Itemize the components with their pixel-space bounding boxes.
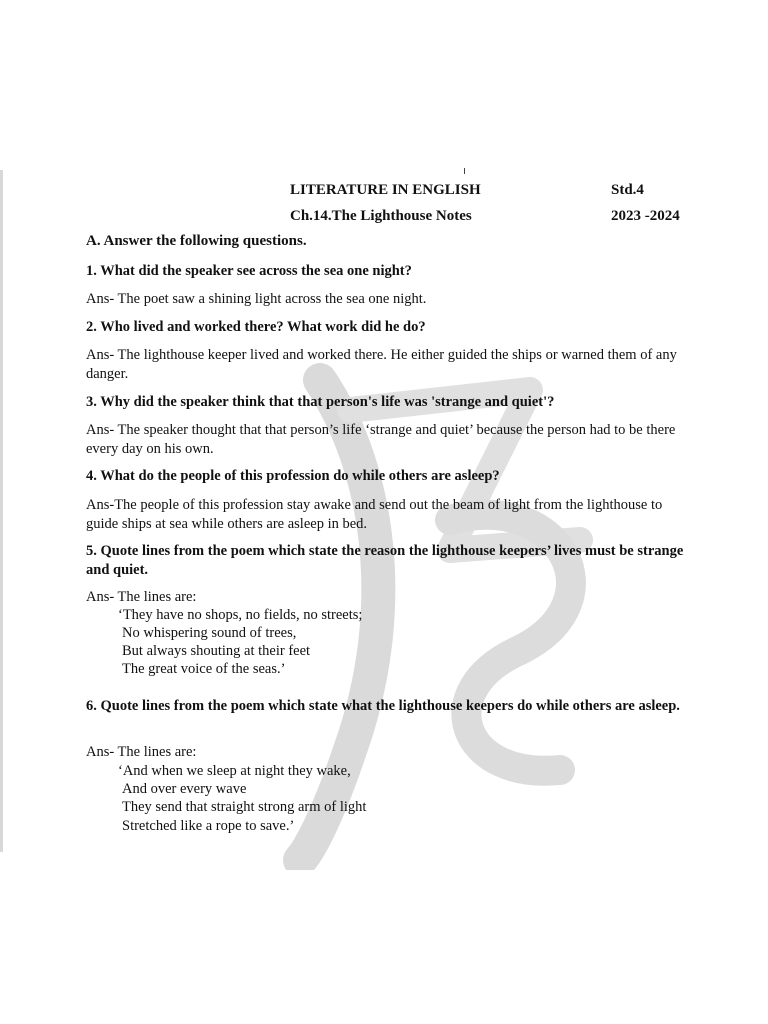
answer-5-poem-line: But always shouting at their feet [122,643,311,659]
chapter-title: Ch.14.The Lighthouse Notes [290,208,472,224]
answer-5-poem-line: The great voice of the seas.’ [122,661,286,677]
answer-6-poem-line: Stretched like a rope to save.’ [122,818,295,834]
answer-2: Ans- The lighthouse keeper lived and worked there. He either guided the ships or warned them of any danger. [86,347,677,382]
question-6: 6. Quote lines from the poem which state what the lighthouse keepers do while others are asleep. [86,698,680,714]
answer-5-intro: Ans- The lines are: [86,589,197,605]
question-3: 3. Why did the speaker think that that person's life was 'strange and quiet'? [86,394,555,410]
answer-3: Ans- The speaker thought that that person’s life ‘strange and quiet’ because the person had to be there every day on his own. [86,422,676,457]
subject-title: LITERATURE IN ENGLISH [290,182,481,198]
academic-year: 2023 -2024 [611,208,680,224]
answer-4: Ans-The people of this profession stay awake and send out the beam of light from the lighthouse to guide ships at sea while others are asleep in bed. [86,497,663,532]
section-title: A. Answer the following questions. [86,233,307,249]
answer-6-poem-line: They send that straight strong arm of light [122,799,367,815]
question-1: 1. What did the speaker see across the sea one night? [86,263,412,279]
question-5: 5. Quote lines from the poem which state the reason the lighthouse keepers’ lives must be strange and quiet. [86,543,684,578]
answer-1: Ans- The poet saw a shining light across the sea one night. [86,291,427,307]
answer-5-poem-line: ‘They have no shops, no fields, no streets; [118,607,363,623]
header-tick-mark [464,168,465,174]
answer-5-poem-line: No whispering sound of trees, [122,625,297,641]
question-2: 2. Who lived and worked there? What work did he do? [86,319,426,335]
answer-6-poem-line: And over every wave [122,781,247,797]
page-edge [0,170,3,852]
question-4: 4. What do the people of this profession do while others are asleep? [86,468,500,484]
standard-label: Std.4 [611,182,644,198]
answer-6-intro: Ans- The lines are: [86,744,197,760]
answer-6-poem-line: ‘And when we sleep at night they wake, [118,763,351,779]
